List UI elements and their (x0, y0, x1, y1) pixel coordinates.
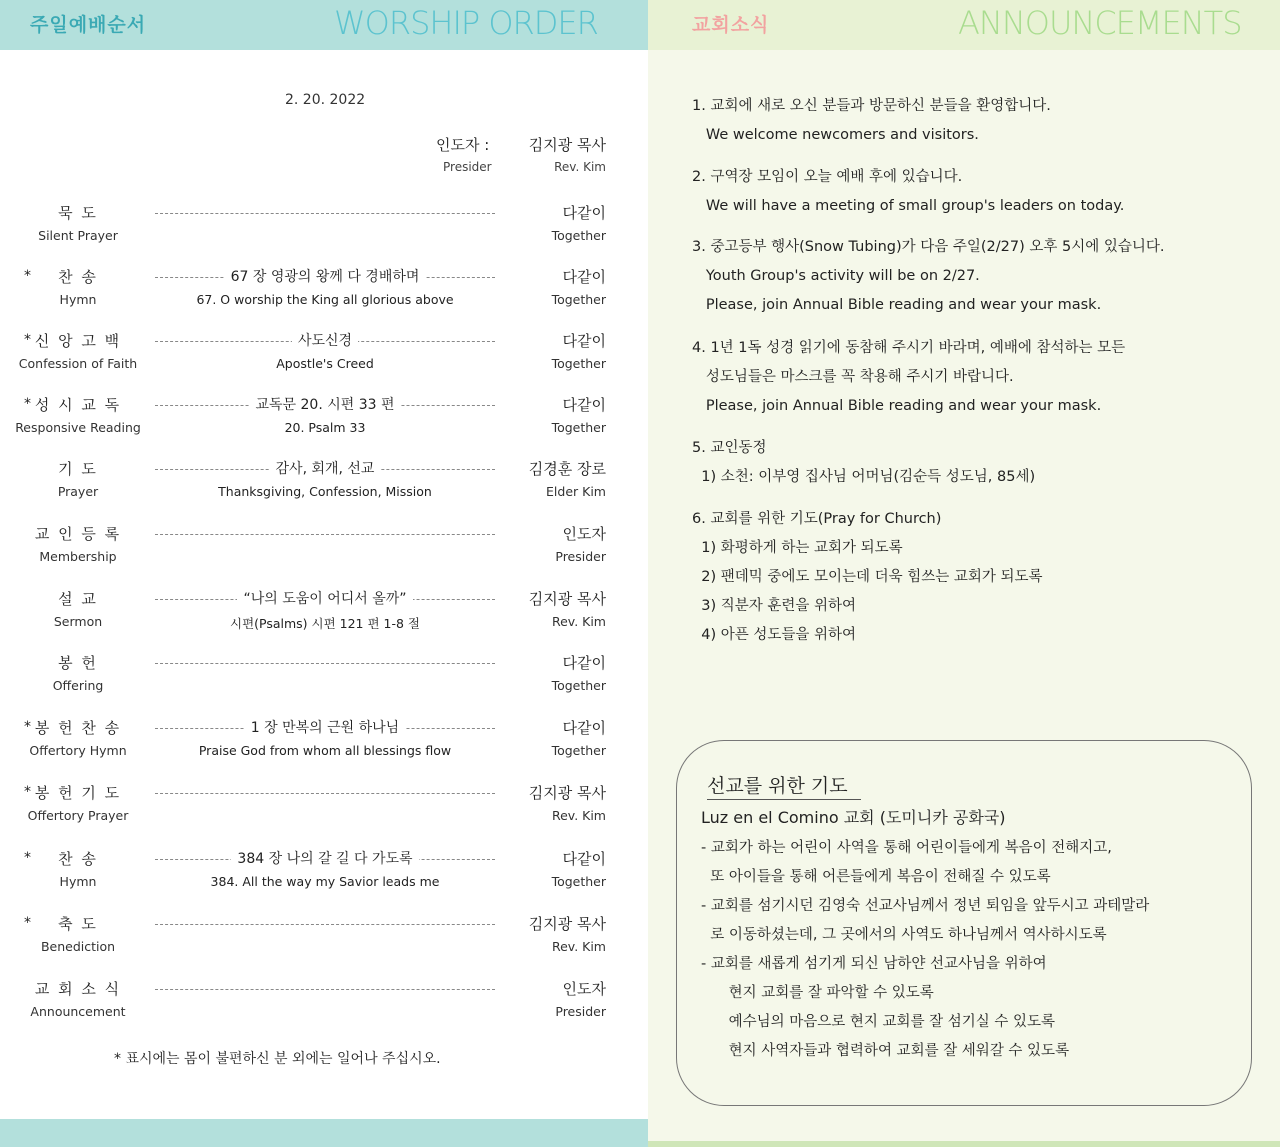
order-leader-english: Together (551, 228, 606, 243)
order-leader-english: Rev. Kim (551, 939, 606, 954)
dotted-leader (155, 717, 495, 739)
order-leader-english: Together (551, 874, 606, 889)
announcement-line: Please, join Annual Bible reading and wear your mask. (692, 297, 1102, 313)
standing-note: * 표시에는 몸이 불편하신 분 외에는 일어나 주십시오. (114, 1051, 441, 1067)
stand-marker: * (24, 850, 31, 866)
announcement-line: 1) 소천: 이부영 집사님 어머님(김순득 성도님, 85세) (692, 469, 1036, 485)
announcement-line: We welcome newcomers and visitors. (692, 127, 979, 143)
order-item-detail: “나의 도움이 어디서 올까” (237, 591, 412, 607)
order-leader-english: Together (551, 420, 606, 435)
worship-order-title-english: WORSHIP ORDER (334, 4, 598, 42)
mission-church-name: Luz en el Comino 교회 (도미니카 공화국) (701, 808, 1006, 827)
announcement-line: 5. 교인동정 (692, 440, 767, 456)
order-item-korean: 축 도 (58, 915, 98, 933)
order-leader-korean: 다같이 (562, 850, 606, 868)
dotted-leader (155, 978, 495, 1000)
order-item-detail-english: Praise God from whom all blessings flow (198, 743, 452, 758)
order-leader-english: Rev. Kim (551, 808, 606, 823)
order-item-detail: 384 장 나의 갈 길 다 가도록 (231, 851, 418, 867)
announcements-title-korean: 교회소식 (692, 14, 770, 36)
order-leader-korean: 다같이 (562, 654, 606, 672)
presider-name-english: Rev. Kim (554, 160, 606, 174)
order-leader-korean: 다같이 (562, 719, 606, 737)
stand-marker: * (24, 719, 31, 735)
order-leader-korean: 김경훈 장로 (528, 460, 606, 478)
order-leader-korean: 다같이 (562, 396, 606, 414)
mission-prayer-title: 선교를 위한 기도 (707, 775, 848, 797)
stand-marker: * (24, 332, 31, 348)
order-item-detail-english: 20. Psalm 33 (284, 420, 366, 435)
order-item-english: Silent Prayer (38, 228, 118, 243)
announcement-line: Please, join Annual Bible reading and wear your mask. (692, 398, 1102, 414)
dotted-leader (155, 202, 495, 224)
order-item-korean: 신 앙 고 백 (34, 332, 122, 350)
dotted-leader (155, 782, 495, 804)
announcement-line: 4) 아픈 성도들을 위하여 (692, 627, 856, 643)
order-leader-english: Together (551, 356, 606, 371)
presider-name: 김지광 목사 (528, 136, 606, 154)
mission-title-underline (707, 799, 861, 800)
order-item-korean: 성 시 교 독 (34, 396, 122, 414)
announcements-title-english: ANNOUNCEMENTS (958, 4, 1242, 42)
order-item-detail-english: 67. O worship the King all glorious above (196, 292, 454, 307)
mission-prayer-line: - 교회를 섬기시던 김영숙 선교사님께서 정년 퇴임을 앞두시고 과테말라 (701, 898, 1150, 914)
order-leader-korean: 다같이 (562, 204, 606, 222)
order-item-english: Offertory Hymn (29, 743, 127, 758)
stand-marker: * (24, 784, 31, 800)
dotted-leader (155, 588, 495, 610)
announcement-item (692, 92, 1051, 150)
order-leader-english: Rev. Kim (551, 614, 606, 629)
dotted-leader (155, 652, 495, 674)
order-item-detail-english: Apostle's Creed (276, 356, 374, 371)
order-row (0, 460, 648, 512)
announcement-item (692, 163, 1124, 221)
dotted-leader (155, 266, 495, 288)
announcements-header (648, 0, 1280, 50)
order-row (0, 590, 648, 642)
right-footer-band (648, 1141, 1280, 1147)
mission-prayer-lines (701, 803, 1149, 1066)
order-row (0, 654, 648, 706)
order-item-korean: 묵 도 (58, 204, 98, 222)
order-row (0, 204, 648, 256)
presider-label: 인도자 : (436, 136, 490, 154)
dotted-leader (155, 913, 495, 935)
announcement-line: Youth Group's activity will be on 2/27. (692, 268, 980, 284)
stand-marker: * (24, 915, 31, 931)
announcement-line: 1) 화평하게 하는 교회가 되도록 (692, 540, 903, 556)
order-row (0, 525, 648, 577)
announcement-line: We will have a meeting of small group's leaders on today. (692, 198, 1125, 214)
order-item-detail-english: 384. All the way my Savior leads me (210, 874, 440, 889)
order-leader-korean: 김지광 목사 (528, 915, 606, 933)
announcements-page (648, 0, 1280, 1147)
mission-prayer-line: 로 이동하셨는데, 그 곳에서의 사역도 하나님께서 역사하시도록 (701, 927, 1107, 943)
mission-prayer-line: 현지 사역자들과 협력하여 교회를 잘 세워갈 수 있도록 (701, 1043, 1070, 1059)
presider-block (400, 134, 610, 180)
stand-marker: * (24, 268, 31, 284)
order-item-detail: 사도신경 (292, 333, 358, 349)
order-item-detail: 67 장 영광의 왕께 다 경배하며 (225, 269, 426, 285)
order-item-english: Offering (52, 678, 104, 693)
service-date: 2. 20. 2022 (285, 92, 366, 108)
presider-label-english: Presider (443, 160, 492, 174)
order-leader-english: Together (551, 743, 606, 758)
order-item-english: Prayer (57, 484, 99, 499)
order-item-detail: 감사, 회개, 선교 (270, 461, 381, 477)
order-item-detail-english: Thanksgiving, Confession, Mission (218, 484, 432, 499)
order-item-english: Responsive Reading (15, 420, 141, 435)
dotted-leader (155, 330, 495, 352)
dotted-leader (155, 458, 495, 480)
order-item-english: Confession of Faith (18, 356, 138, 371)
announcement-line: 6. 교회를 위한 기도(Pray for Church) (692, 511, 942, 527)
mission-prayer-box (676, 740, 1252, 1106)
dotted-leader (155, 394, 495, 416)
order-item-detail: 1 장 만복의 근원 하나님 (245, 720, 405, 736)
order-leader-english: Presider (555, 549, 606, 564)
mission-prayer-line: - 교회를 새롭게 섬기게 되신 남하얀 선교사님을 위하여 (701, 956, 1047, 972)
mission-prayer-line: 또 아이들을 통해 어른들에게 복음이 전해질 수 있도록 (701, 869, 1051, 885)
announcement-item (692, 434, 1035, 492)
order-item-english: Hymn (59, 292, 97, 307)
order-leader-korean: 인도자 (562, 525, 606, 543)
order-row (0, 332, 648, 384)
order-row (0, 980, 648, 1032)
mission-prayer-line: - 교회가 하는 어린이 사역을 통해 어린이들에게 복음이 전해지고, (701, 840, 1112, 856)
order-leader-korean: 김지광 목사 (528, 590, 606, 608)
announcement-line: 성도님들은 마스크를 꼭 착용해 주시기 바랍니다. (692, 369, 1014, 385)
order-leader-english: Elder Kim (546, 484, 606, 499)
order-row (0, 268, 648, 320)
order-item-english: Hymn (59, 874, 97, 889)
order-item-korean: 교 인 등 록 (34, 525, 122, 543)
order-item-english: Sermon (53, 614, 103, 629)
order-item-korean: 찬 송 (58, 268, 98, 286)
order-item-korean: 봉 헌 기 도 (34, 784, 122, 802)
order-item-korean: 찬 송 (58, 850, 98, 868)
order-row (0, 850, 648, 902)
left-footer-band (0, 1119, 648, 1147)
order-item-detail-english: 시편(Psalms) 시편 121 편 1-8 절 (230, 616, 420, 631)
announcement-item (692, 334, 1125, 421)
announcement-line: 4. 1년 1독 성경 읽기에 동참해 주시기 바라며, 예배에 참석하는 모든 (692, 340, 1126, 356)
order-leader-korean: 다같이 (562, 268, 606, 286)
announcement-item (692, 233, 1164, 320)
order-item-english: Offertory Prayer (27, 808, 129, 823)
dotted-leader (155, 848, 495, 870)
announcement-line: 2) 팬데믹 중에도 모이는데 더욱 힘쓰는 교회가 되도록 (692, 569, 1043, 585)
dotted-leader (155, 523, 495, 545)
order-leader-korean: 인도자 (562, 980, 606, 998)
stand-marker: * (24, 396, 31, 412)
order-item-english: Membership (39, 549, 117, 564)
order-row (0, 915, 648, 967)
order-item-english: Announcement (30, 1004, 126, 1019)
order-row (0, 719, 648, 771)
announcement-item (692, 505, 1043, 650)
order-leader-english: Presider (555, 1004, 606, 1019)
order-leader-korean: 다같이 (562, 332, 606, 350)
order-item-english: Benediction (40, 939, 116, 954)
order-item-detail: 교독문 20. 시편 33 편 (249, 397, 400, 413)
order-item-korean: 봉 헌 (58, 654, 98, 672)
announcement-line: 3. 중고등부 행사(Snow Tubing)가 다음 주일(2/27) 오후 5시에 있습니다. (692, 239, 1165, 255)
mission-prayer-line: 현지 교회를 잘 파악할 수 있도록 (701, 985, 934, 1001)
order-row (0, 396, 648, 448)
order-item-korean: 교 회 소 식 (34, 980, 122, 998)
announcement-line: 3) 직분자 훈련을 위하여 (692, 598, 856, 614)
order-leader-english: Together (551, 292, 606, 307)
order-item-korean: 봉 헌 찬 송 (34, 719, 122, 737)
announcement-line: 2. 구역장 모임이 오늘 예배 후에 있습니다. (692, 169, 963, 185)
order-item-korean: 기 도 (58, 460, 98, 478)
mission-prayer-line: 예수님의 마음으로 현지 교회를 잘 섬기실 수 있도록 (701, 1014, 1056, 1030)
order-leader-korean: 김지광 목사 (528, 784, 606, 802)
order-row (0, 784, 648, 836)
announcement-line: 1. 교회에 새로 오신 분들과 방문하신 분들을 환영합니다. (692, 98, 1051, 114)
order-item-korean: 설 교 (58, 590, 98, 608)
worship-order-title-korean: 주일예배순서 (30, 14, 147, 36)
worship-order-header (0, 0, 648, 50)
order-leader-english: Together (551, 678, 606, 693)
